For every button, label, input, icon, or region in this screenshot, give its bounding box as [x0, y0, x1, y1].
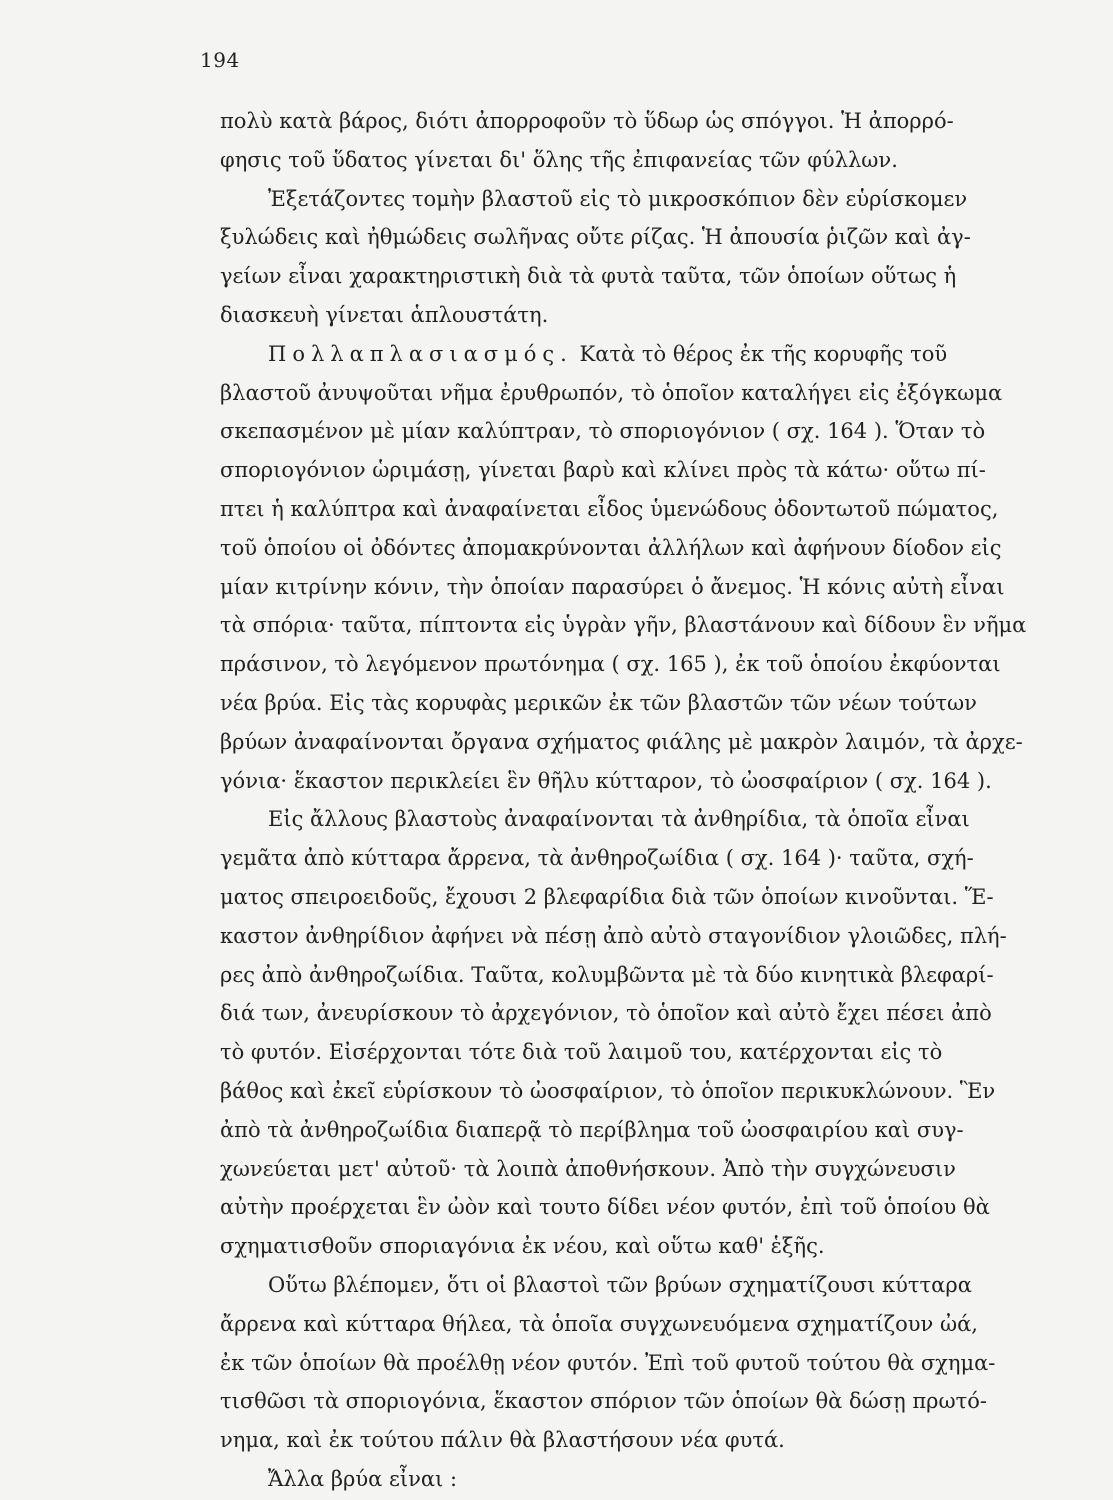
- paragraph-2: [220, 180, 1042, 335]
- text-line: Εἰς ἄλλους βλαστοὺς ἀναφαίνονται τὰ ἀνθηρίδια, τὰ ὁποῖα εἶναι: [268, 807, 970, 832]
- text-line: σποριογόνιον ὡριμάσῃ, γίνεται βαρὺ καὶ κλίνει πρὸς τὰ κάτω· οὕτω πί-: [220, 458, 986, 483]
- text-line-rest: Κατὰ τὸ θέρος ἐκ τῆς κορυφῆς τοῦ: [572, 341, 948, 366]
- text-line: ἀπὸ τὰ ἀνθηροζωίδια διαπερᾷ τὸ περίβλημα τοῦ ὠοσφαιρίου καὶ συγ-: [220, 1117, 964, 1142]
- text-line: τὰ σπόρια· ταῦτα, πίπτοντα εἰς ὑγρὰν γῆν, βλαστάνουν καὶ δίδουν ἓν νῆμα: [220, 613, 1027, 638]
- text-line: Ἐξετάζοντες τομὴν βλαστοῦ εἰς τὸ μικροσκόπιον δὲν εὑρίσκομεν: [268, 186, 968, 211]
- text-line: αὐτὴν προέρχεται ἓν ὠὸν καὶ τουτο δίδει νέον φυτόν, ἐπὶ τοῦ ὁποίου θὰ: [220, 1195, 990, 1220]
- text-line: ἄρρενα καὶ κύτταρα θήλεα, τὰ ὁποῖα συγχωνευόμενα σχηματίζουν ὠά,: [220, 1311, 978, 1336]
- paragraph-1: [220, 102, 1042, 180]
- text-line: πράσινον, τὸ λεγόμενον πρωτόνημα ( σχ. 165 ), ἐκ τοῦ ὁποίου ἐκφύονται: [220, 652, 1001, 677]
- text-line: πτει ἡ καλύπτρα καὶ ἀναφαίνεται εἶδος ὑμενώδους ὀδοντωτοῦ πώματος,: [220, 496, 999, 521]
- text-line: ματος σπειροειδοῦς, ἔχουσι 2 βλεφαρίδια διὰ τῶν ὁποίων κινοῦνται. Ἕ-: [220, 884, 994, 909]
- text-line: πολὺ κατὰ βάρος, διότι ἀπορροφοῦν τὸ ὕδωρ ὡς σπόγγοι. Ἡ ἀπορρό-: [220, 109, 954, 133]
- text-line: χωνεύεται μετ' αὐτοῦ· τὰ λοιπὰ ἀποθνήσκουν. Ἀπὸ τὴν συγχώνευσιν: [220, 1156, 956, 1181]
- text-line: τοῦ ὁποίου οἱ ὀδόντες ἀπομακρύνονται ἀλλήλων καὶ ἀφήνουν δίοδον εἰς: [220, 535, 1002, 560]
- text-line: Οὕτω βλέπομεν, ὅτι οἱ βλαστοὶ τῶν βρύων σχηματίζουσι κύτταρα: [268, 1272, 972, 1297]
- page-number: 194: [200, 48, 240, 72]
- text-line: τὸ φυτόν. Εἰσέρχονται τότε διὰ τοῦ λαιμοῦ του, κατέρχονται εἰς τὸ: [220, 1040, 943, 1065]
- text-line: βάθος καὶ ἐκεῖ εὑρίσκουν τὸ ὠοσφαίριον, τὸ ὁποῖον περικυκλώνουν. Ἓν: [220, 1078, 996, 1103]
- text-line: ξυλώδεις καὶ ἠθμώδεις σωλῆνας οὔτε ρίζας. Ἡ ἀπουσία ῥιζῶν καὶ ἀγ-: [220, 225, 971, 250]
- text-line: σκεπασμένον μὲ μίαν καλύπτραν, τὸ σποριογόνιον ( σχ. 164 ). Ὅταν τὸ: [220, 419, 986, 444]
- text-line: βλαστοῦ ἀνυψοῦται νῆμα ἐρυθρωπόν, τὸ ὁποῖον καταλήγει εἰς ἐξόγκωμα: [220, 380, 1003, 405]
- text-line: [220, 335, 1042, 374]
- main-text: [220, 102, 1042, 1499]
- text-line: γεμᾶτα ἀπὸ κύτταρα ἄρρενα, τὰ ἀνθηροζωίδια ( σχ. 164 )· ταῦτα, σχή-: [220, 846, 974, 871]
- paragraph-6: [220, 1460, 1042, 1499]
- text-line: Ἄλλα βρύα εἶναι :: [268, 1466, 458, 1491]
- text-line: ρες ἀπὸ ἀνθηροζωίδια. Ταῦτα, κολυμβῶντα μὲ τὰ δύο κινητικὰ βλεφαρί-: [220, 962, 994, 987]
- text-line: διασκευὴ γίνεται ἁπλουστάτη.: [220, 302, 549, 327]
- text-line: μίαν κιτρίνην κόνιν, τὴν ὁποίαν παρασύρει ὁ ἄνεμος. Ἡ κόνις αὐτὴ εἶναι: [220, 574, 1005, 599]
- text-line: σχηματισθοῦν σποριαγόνια ἐκ νέου, καὶ οὕτω καθ' ἑξῆς.: [220, 1234, 825, 1259]
- text-line: γείων εἶναι χαρακτηριστικὴ διὰ τὰ φυτὰ ταῦτα, τῶν ὁποίων οὕτως ἡ: [220, 264, 957, 289]
- paragraph-5: [220, 1266, 1042, 1460]
- paragraph-4: [220, 800, 1042, 1266]
- text-line: γόνια· ἕκαστον περικλείει ἓν θῆλυ κύτταρον, τὸ ὠοσφαίριον ( σχ. 164 ).: [220, 768, 992, 793]
- text-line: νέα βρύα. Εἰς τὰς κορυφὰς μερικῶν ἐκ τῶν βλαστῶν τῶν νέων τούτων: [220, 690, 977, 715]
- paragraph-3: [220, 335, 1042, 801]
- section-heading: Πολλαπλασιασμός.: [268, 341, 573, 366]
- text-line: νημα, καὶ ἐκ τούτου πάλιν θὰ βλαστήσουν νέα φυτά.: [220, 1428, 785, 1453]
- text-line: τισθῶσι τὰ σποριογόνια, ἕκαστον σπόριον τῶν ὁποίων θὰ δώσῃ πρωτό-: [220, 1389, 988, 1414]
- text-line: ἐκ τῶν ὁποίων θὰ προέλθῃ νέον φυτόν. Ἐπὶ τοῦ φυτοῦ τούτου θὰ σχημα-: [220, 1350, 996, 1375]
- text-line: διά των, ἀνευρίσκουν τὸ ἀρχεγόνιον, τὸ ὁποῖον καὶ αὐτὸ ἔχει πέσει ἀπὸ: [220, 1001, 992, 1026]
- text-line: βρύων ἀναφαίνονται ὄργανα σχήματος φιάλης μὲ μακρὸν λαιμόν, τὰ ἀρχε-: [220, 729, 1023, 754]
- text-line: καστον ἀνθηρίδιον ἀφήνει νὰ πέσῃ ἀπὸ αὐτὸ σταγονίδιον γλοιῶδες, πλή-: [220, 923, 1007, 948]
- text-line: φησις τοῦ ὕδατος γίνεται δι' ὅλης τῆς ἐπιφανείας τῶν φύλλων.: [220, 147, 898, 172]
